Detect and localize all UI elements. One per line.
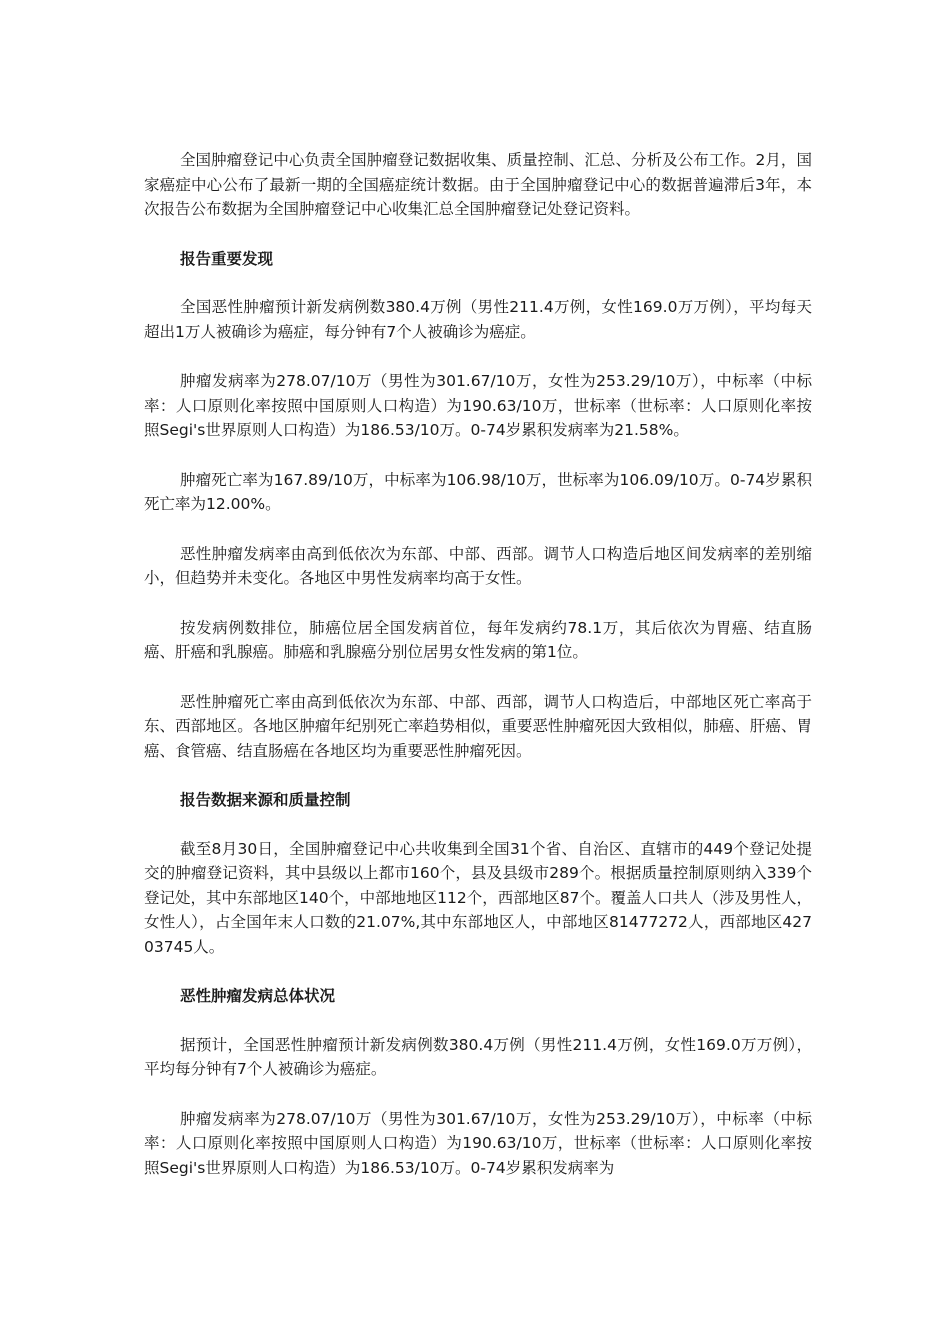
incidence-estimate-paragraph: 据预计，全国恶性肿瘤预计新发病例数380.4万例（男性211.4万例，女性169.0万万例），平均每分钟有7个人被确诊为癌症。 xyxy=(144,1035,812,1078)
new-cases-paragraph: 全国恶性肿瘤预计新发病例数380.4万例（男性211.4万例，女性169.0万万例），平均每天超出1万人被确诊为癌症，每分钟有7个人被确诊为癌症。 xyxy=(144,298,812,341)
incidence-rate-paragraph: 肿瘤发病率为278.07/10万（男性为301.67/10万，女性为253.29/10万），中标率（中标率：人口原则化率按照中国原则人口构造）为190.63/10万，世标率（世标率：人口原则化率按照Segi's世界原则人口构造）为186.53/10万。0-74岁累积发病率为21.58%。 xyxy=(144,372,812,439)
section-heading-incidence-overview: 恶性肿瘤发病总体状况 xyxy=(180,987,336,1005)
regional-mortality-paragraph: 恶性肿瘤死亡率由高到低依次为东部、中部、西部，调节人口构造后，中部地区死亡率高于东、西部地区。各地区肿瘤年纪别死亡率趋势相似，重要恶性肿瘤死因大致相似，肺癌、肝癌、胃癌、食管癌、结直肠癌在各地区均为重要恶性肿瘤死因。 xyxy=(144,692,812,760)
incidence-rate-paragraph-2: 肿瘤发病率为278.07/10万（男性为301.67/10万，女性为253.29/10万），中标率（中标率：人口原则化率按照中国原则人口构造）为190.63/10万，世标率（世标率：人口原则化率按照Segi's世界原则人口构造）为186.53/10万。0-74岁累积发病率为 xyxy=(144,1109,812,1177)
intro-paragraph: 全国肿瘤登记中心负责全国肿瘤登记数据收集、质量控制、汇总、分析及公布工作。2月，国家癌症中心公布了最新一期的全国癌症统计数据。由于全国肿瘤登记中心的数据普遍滞后3年，本次报告公布数据为全国肿瘤登记中心收集汇总全国肿瘤登记处登记资料。 xyxy=(144,151,812,218)
section-heading-data-source: 报告数据来源和质量控制 xyxy=(180,791,351,809)
mortality-rate-paragraph: 肿瘤死亡率为167.89/10万，中标率为106.98/10万，世标率为106.09/10万。0-74岁累积死亡率为12.00%。 xyxy=(144,470,812,513)
regional-incidence-paragraph: 恶性肿瘤发病率由高到低依次为东部、中部、西部。调节人口构造后地区间发病率的差别缩小，但趋势并未变化。各地区中男性发病率均高于女性。 xyxy=(144,544,812,587)
data-source-paragraph: 截至8月30日，全国肿瘤登记中心共收集到全国31个省、自治区、直辖市的449个登记处提交的肿瘤登记资料，其中县级以上都市160个，县及县级市289个。根据质量控制原则纳入339个登记处，其中东部地区140个，中部地地区112个，西部地区87个。覆盖人口共人（涉及男性人，女性人），占全国年末人口数的21.07%,其中东部地区人，中部地区81477272人，西部地区42703745人。 xyxy=(144,839,812,956)
cancer-ranking-paragraph: 按发病例数排位，肺癌位居全国发病首位，每年发病约78.1万，其后依次为胃癌、结直肠癌、肝癌和乳腺癌。肺癌和乳腺癌分别位居男女性发病的第1位。 xyxy=(144,618,812,661)
section-heading-key-findings: 报告重要发现 xyxy=(180,249,274,268)
document-page xyxy=(144,148,812,1205)
